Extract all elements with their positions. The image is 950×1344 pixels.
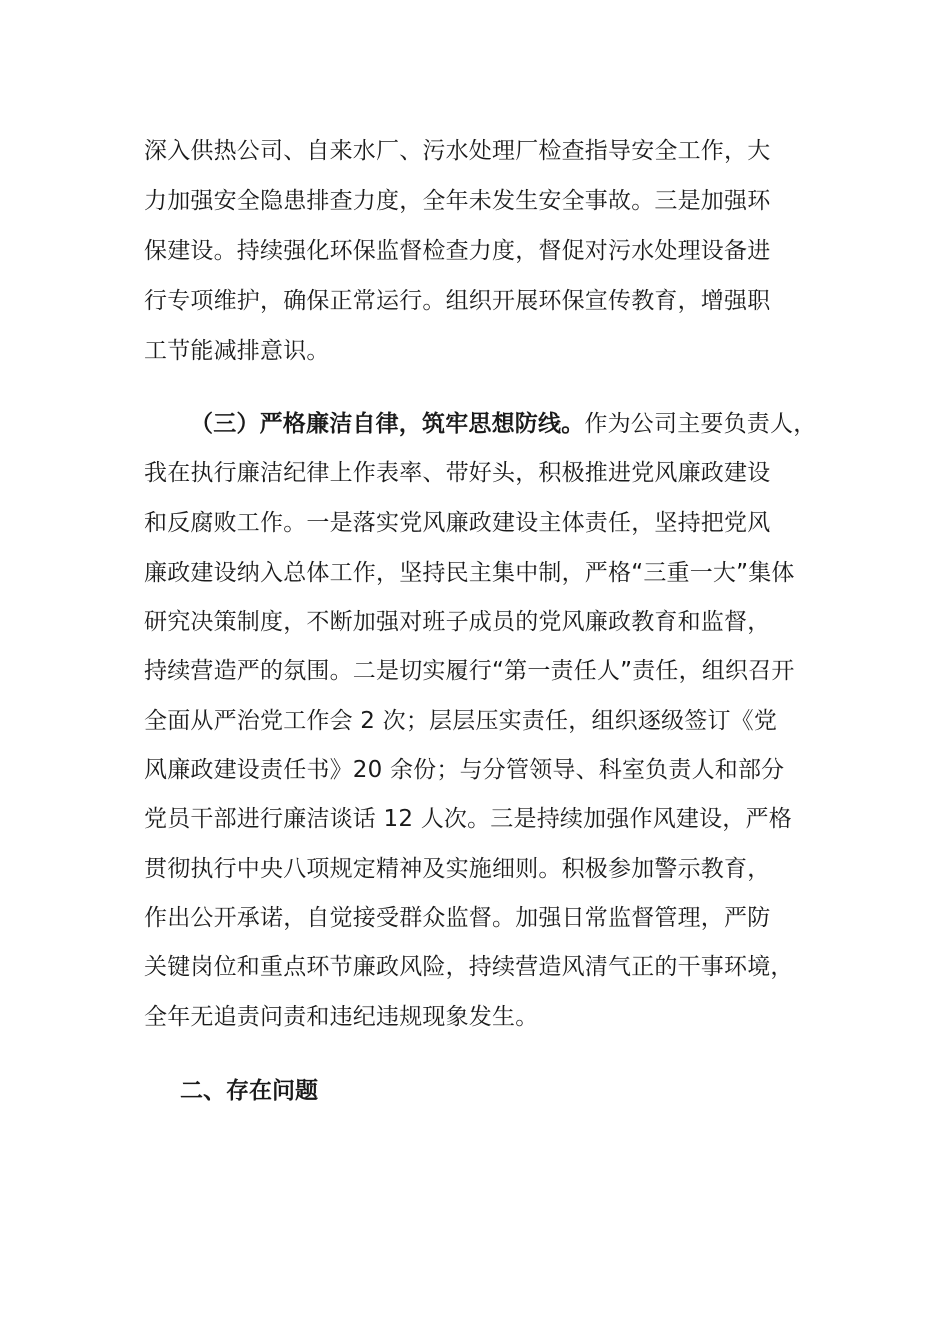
- paragraph-2-line-7: 全面从严治党工作会 2 次；层层压实责任，组织逐级签订《党: [144, 708, 778, 734]
- paragraph-2-line-12: 关键岗位和重点环节廉政风险，持续营造风清气正的干事环境，: [144, 954, 794, 980]
- paragraph-2-line-3: 和反腐败工作。一是落实党风廉政建设主体责任，坚持把党风: [144, 510, 771, 536]
- paragraph-2-line-5: 研究决策制度，不断加强对班子成员的党风廉政教育和监督，: [144, 609, 771, 635]
- paragraph-2-line-6: 持续营造严的氛围。二是切实履行“第一责任人”责任，组织召开: [144, 658, 795, 684]
- paragraph-2-line-10: 贯彻执行中央八项规定精神及实施细则。积极参加警示教育，: [144, 856, 771, 882]
- paragraph-2-line-11: 作出公开承诺，自觉接受群众监督。加强日常监督管理，严防: [144, 905, 771, 931]
- paragraph-1-line-1: 深入供热公司、自来水厂、污水处理厂检查指导安全工作，大: [144, 138, 771, 164]
- paragraph-1-line-4: 行专项维护，确保正常运行。组织开展环保宣传教育，增强职: [144, 288, 771, 314]
- paragraph-2-line-13: 全年无追责问责和违纪违规现象发生。: [144, 1004, 539, 1030]
- paragraph-2-line-1: [190, 409, 816, 439]
- paragraph-2-line-8: 风廉政建设责任书》20 余份；与分管领导、科室负责人和部分: [144, 757, 785, 783]
- paragraph-1-line-3: 保建设。持续强化环保监督检查力度，督促对污水处理设备进: [144, 238, 771, 264]
- paragraph-2-line-4: 廉政建设纳入总体工作，坚持民主集中制，严格“三重一大”集体: [144, 560, 795, 586]
- paragraph-1-line-2: 力加强安全隐患排查力度，全年未发生安全事故。三是加强环: [144, 188, 771, 214]
- paragraph-2-line-1-text: 作为公司主要负责人，: [584, 411, 817, 437]
- section-heading: 二、存在问题: [180, 1078, 318, 1104]
- subsection-heading: （三）严格廉洁自律，筑牢思想防线。: [190, 411, 585, 437]
- paragraph-1-line-5: 工节能减排意识。: [144, 338, 330, 364]
- paragraph-2-line-9: 党员干部进行廉洁谈话 12 人次。三是持续加强作风建设，严格: [144, 806, 792, 832]
- paragraph-2-line-2: 我在执行廉洁纪律上作表率、带好头，积极推进党风廉政建设: [144, 460, 771, 486]
